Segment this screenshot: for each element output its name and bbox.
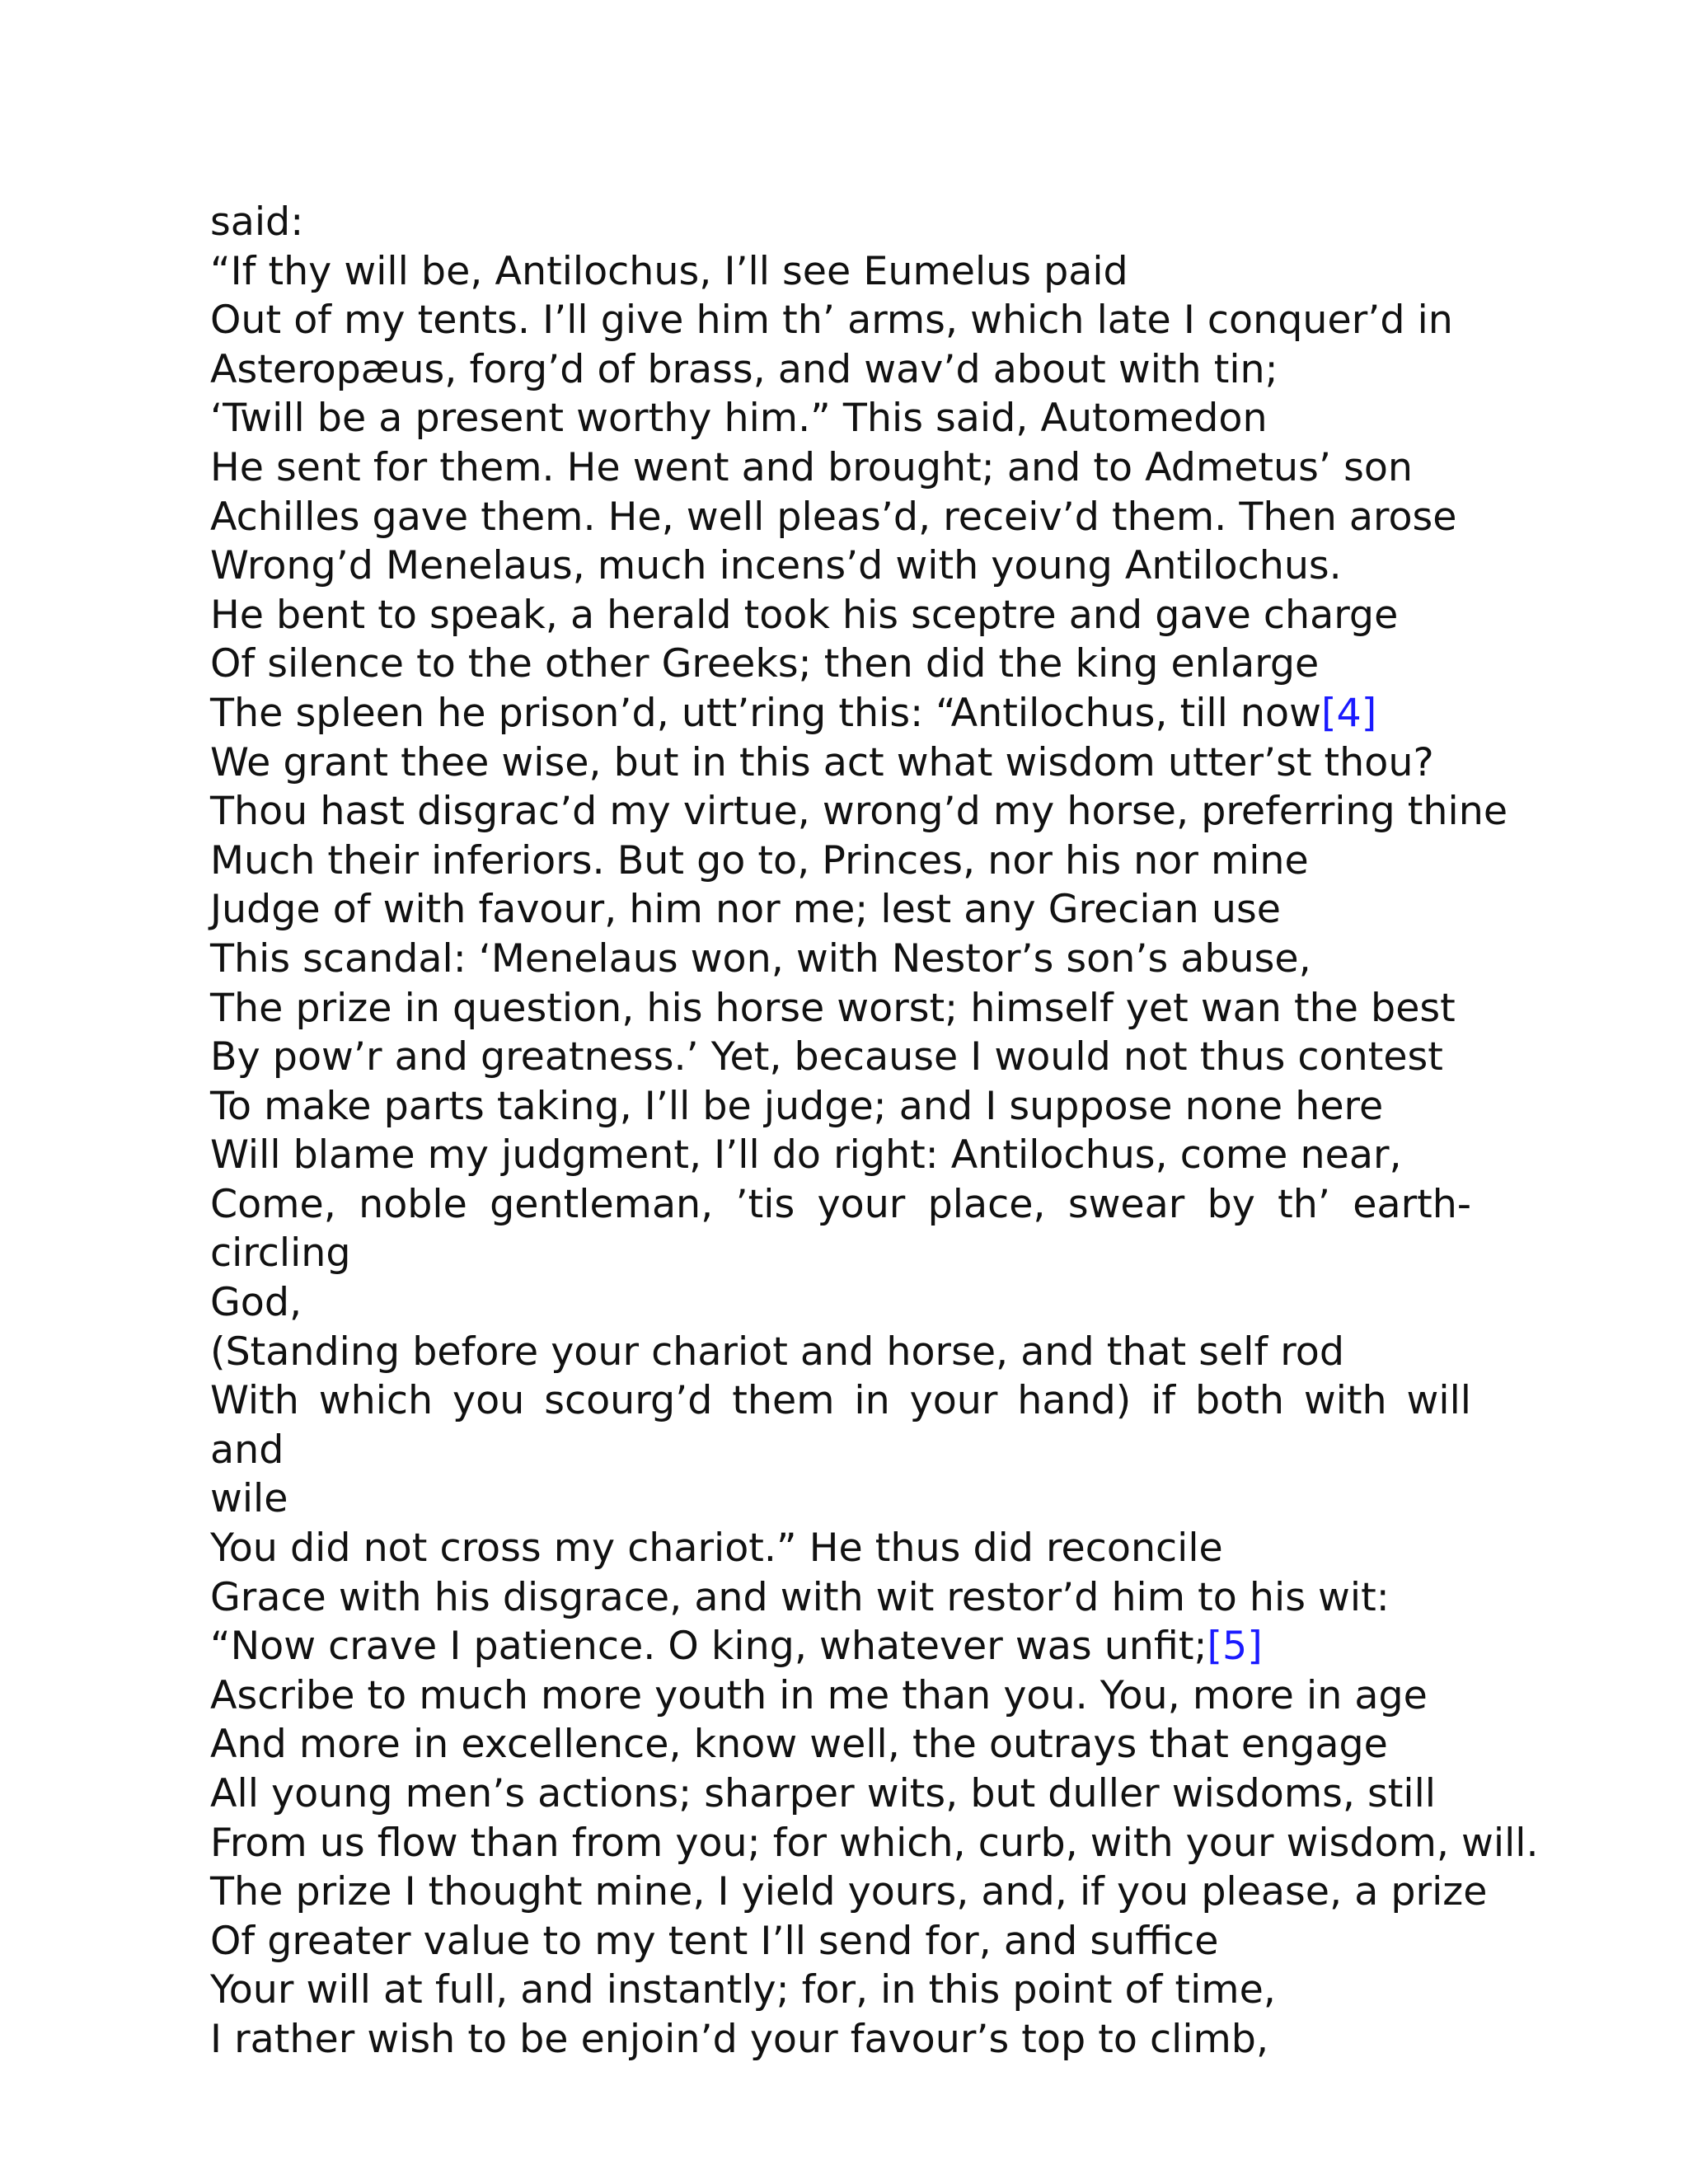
poem-line: Out of my tents. I’ll give him th’ arms, which late I conquer’d in [210,298,1453,344]
poem-line: Ascribe to much more youth in me than you. You, more in age [210,1672,1428,1718]
poem-line: Wrong’d Menelaus, much incens’d with young Antilochus. [210,543,1342,589]
poem-line: Much their inferiors. But go to, Princes, nor his nor mine [210,837,1309,883]
poem-line: said: [210,199,304,245]
poem-line: Judge of with favour, him nor me; lest any Grecian use [210,887,1281,933]
poem-line-with-footnote [210,1622,1471,1671]
poem-line: Thou hast disgrac’d my virtue, wrong’d my horse, preferring thine [210,789,1508,835]
poem-line: Of greater value to my tent I’ll send for, and suffice [210,1918,1219,1964]
poem-line: He sent for them. He went and brought; and to Admetus’ son [210,444,1414,490]
poem-line-justified: Come, noble gentleman, ’tis your place, swear by th’ earth-circling [210,1181,1471,1277]
poem-line: Grace with his disgrace, and with wit restor’d him to his wit: [210,1574,1390,1620]
poem-line: From us flow than from you; for which, curb, with your wisdom, will. [210,1820,1539,1866]
poem-line-with-footnote [210,689,1471,738]
poem-line: Achilles gave them. He, well pleas’d, receiv’d them. Then arose [210,494,1457,540]
poem-line: “If thy will be, Antilochus, I’ll see Eumelus paid [210,248,1128,294]
poem-line: God, [210,1280,302,1326]
poem-line: We grant thee wise, but in this act what wisdom utter’st thou? [210,739,1434,785]
poem-line: The prize in question, his horse worst; himself yet wan the best [210,985,1456,1031]
poem-line: Asteropæus, forg’d of brass, and wav’d about with tin; [210,346,1278,392]
poem-line: By pow’r and greatness.’ Yet, because I would not thus contest [210,1034,1443,1080]
poem-line: To make parts taking, I’ll be judge; and I suppose none here [210,1083,1384,1129]
poem-line-text: “Now crave I patience. O king, whatever was unfit; [210,1624,1207,1670]
poem-line: This scandal: ‘Menelaus won, with Nestor’s son’s abuse, [210,935,1311,982]
poem-line: (Standing before your chariot and horse, and that self rod [210,1329,1344,1375]
poem-line: You did not cross my chariot.” He thus did reconcile [210,1526,1223,1572]
poem-line: And more in excellence, know well, the outrays that engage [210,1722,1388,1768]
poem-line-text: The spleen he prison’d, utt’ring this: “Antilochus, till now [210,690,1321,736]
poem-line: Of silence to the other Greeks; then did the king enlarge [210,641,1320,687]
poem-line: wile [210,1476,288,1522]
poem-line: He bent to speak, a herald took his sceptre and gave charge [210,592,1399,638]
poem-text [210,198,1539,2064]
footnote-link-5[interactable]: [5] [1207,1624,1263,1670]
poem-line: Will blame my judgment, I’ll do right: Antilochus, come near, [210,1132,1402,1179]
poem-line: All young men’s actions; sharper wits, but duller wisdoms, still [210,1771,1436,1816]
footnote-link-4[interactable]: [4] [1320,690,1377,736]
poem-line-justified: With which you scourg’d them in your hand) if both with will and [210,1378,1471,1473]
poem-line: Your will at full, and instantly; for, in this point of time, [210,1967,1276,2013]
poem-line: I rather wish to be enjoin’d your favour’s top to climb, [210,2016,1269,2062]
poem-line: ‘Twill be a present worthy him.” This said, Automedon [210,396,1268,442]
poem-line: The prize I thought mine, I yield yours, and, if you please, a prize [210,1869,1488,1915]
